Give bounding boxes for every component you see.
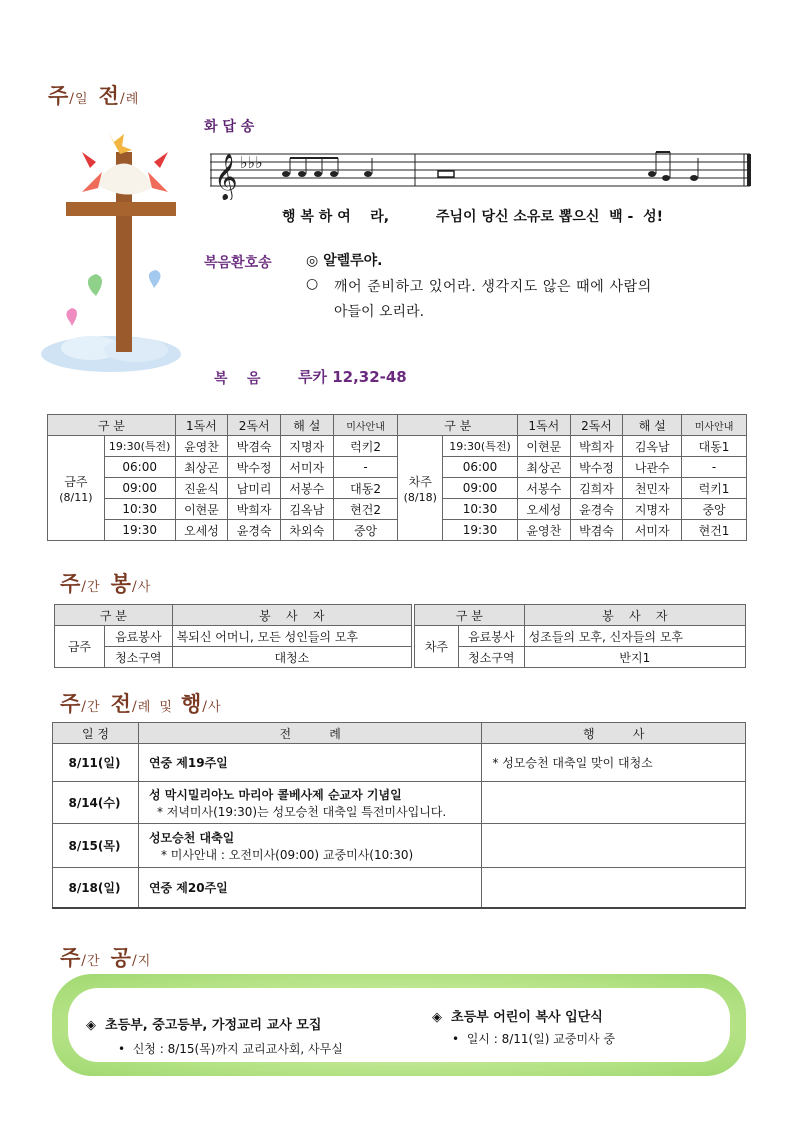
cell: 서미자: [623, 520, 682, 541]
cell: 차외숙: [280, 520, 333, 541]
cell: 성모승천 대축일 * 미사안내 : 오전미사(09:00) 교중미사(10:30): [138, 824, 481, 868]
cell: 06:00: [443, 457, 518, 478]
header-gubun-right: 구 분: [398, 415, 518, 436]
readers-header-row: [48, 415, 747, 436]
header-guide-right: 미사안내: [682, 415, 747, 436]
verse-line-1: 깨어 준비하고 있어라. 생각지도 않은 때에 사람의: [334, 279, 652, 295]
cell: 8/18(일): [53, 868, 139, 908]
cell: 지명자: [280, 436, 333, 457]
notice-right-title: ◈ 초등부 어린이 복사 입단식: [432, 1010, 603, 1025]
header-commentary-right: 해 설: [623, 415, 682, 436]
notice-left-detail: • 신청 : 8/15(목)까지 교리교사회, 사무실: [118, 1042, 343, 1056]
cell: 음료봉사: [104, 626, 172, 647]
cell: 청소구역: [104, 647, 172, 668]
alleluia-line: ◎ 알렐루야.: [306, 253, 383, 269]
section-title-schedule: 주/간 전/례 및 행/사: [60, 691, 221, 716]
readers-table: [47, 414, 747, 541]
cell: 서봉수: [517, 478, 570, 499]
cell: 복되신 어머니, 모든 성인들의 모후: [172, 626, 411, 647]
cell: 현건1: [682, 520, 747, 541]
table-row: [48, 478, 747, 499]
cell: -: [333, 457, 398, 478]
cell: 박겸숙: [570, 520, 623, 541]
cell: 19:30: [104, 520, 175, 541]
service-header-people: 봉 사 자: [524, 605, 745, 626]
header-reading2-right: 2독서: [570, 415, 623, 436]
header-reading2-left: 2독서: [228, 415, 281, 436]
gospel-label: 복 음: [214, 371, 261, 387]
cell: 09:00: [104, 478, 175, 499]
cell: 럭키1: [682, 478, 747, 499]
table-row: [53, 744, 746, 782]
service-table-next-week: [414, 604, 746, 668]
cell: 김희자: [570, 478, 623, 499]
cell: 현건2: [333, 499, 398, 520]
cell: 중앙: [333, 520, 398, 541]
cell: 10:30: [443, 499, 518, 520]
cell: 나관수: [623, 457, 682, 478]
table-row: [48, 436, 747, 457]
svg-text:𝄞: 𝄞: [214, 154, 238, 200]
svg-text:♭♭♭: ♭♭♭: [240, 153, 263, 172]
header-guide-left: 미사안내: [333, 415, 398, 436]
cell: 럭키2: [333, 436, 398, 457]
gospel-acclamation-label: 복음환호송: [204, 255, 272, 271]
cell: 06:00: [104, 457, 175, 478]
schedule-header-date: 일 정: [53, 723, 139, 744]
header-gubun-left: 구 분: [48, 415, 176, 436]
header-reading1-left: 1독서: [175, 415, 228, 436]
psalm-label: 화 답 송: [204, 119, 255, 135]
cell: 8/15(목): [53, 824, 139, 868]
cell: 대동2: [333, 478, 398, 499]
cell: [482, 868, 746, 908]
cell: 8/14(수): [53, 782, 139, 824]
schedule-header-event: 행 사: [482, 723, 746, 744]
verse-line-2: 아들이 오리라.: [334, 304, 425, 320]
cell: 19:30(특전): [104, 436, 175, 457]
cell: 김옥남: [623, 436, 682, 457]
psalm-lyrics-left: 행 복 하 여 라,: [282, 209, 390, 225]
music-staff: [210, 144, 754, 200]
table-row: [48, 457, 747, 478]
cell: 성 막시밀리아노 마리아 콜베사제 순교자 기념일 * 저녁미사(19:30)는 성모승천 대축일 특전미사입니다.: [138, 782, 481, 824]
cell: 진윤식: [175, 478, 228, 499]
cell: 10:30: [104, 499, 175, 520]
table-row: [48, 499, 747, 520]
cell: 윤영찬: [517, 520, 570, 541]
service-header-people: 봉 사 자: [172, 605, 411, 626]
service-table-this-week: [54, 604, 412, 668]
header-reading1-right: 1독서: [517, 415, 570, 436]
cell: 서미자: [280, 457, 333, 478]
table-row: [53, 782, 746, 824]
cell: 청소구역: [458, 647, 524, 668]
cell: 반지1: [524, 647, 745, 668]
service-header-gubun: 구 분: [415, 605, 525, 626]
group-next-week: 차주 (8/18): [398, 436, 443, 541]
cell: 박희자: [570, 436, 623, 457]
cell: 연중 제20주일: [138, 868, 481, 908]
cell: 박겸숙: [228, 436, 281, 457]
cell: 서봉수: [280, 478, 333, 499]
cell: 대동1: [682, 436, 747, 457]
gospel-reference: 루카 12,32-48: [298, 368, 407, 386]
header-commentary-left: 해 설: [280, 415, 333, 436]
group-this-week: 금주 (8/11): [48, 436, 105, 541]
psalm-lyrics-right: 주님이 당신 소유로 뽑으신 백 - 성!: [436, 209, 663, 225]
cell: 지명자: [623, 499, 682, 520]
cross-illustration: [36, 112, 186, 374]
cell: 천민자: [623, 478, 682, 499]
section-title-service: 주/간 봉/사: [60, 571, 151, 596]
notice-right-detail: • 일시 : 8/11(일) 교중미사 중: [452, 1032, 616, 1046]
cell: 19:30: [443, 520, 518, 541]
cell: [482, 824, 746, 868]
cell: 남미리: [228, 478, 281, 499]
cell: 오세성: [517, 499, 570, 520]
cell: 09:00: [443, 478, 518, 499]
cell: [482, 782, 746, 824]
cell: 중앙: [682, 499, 747, 520]
cell: 윤경숙: [228, 520, 281, 541]
cell: 오세성: [175, 520, 228, 541]
cell: 윤경숙: [570, 499, 623, 520]
service-header-gubun: 구 분: [55, 605, 173, 626]
table-row: [53, 868, 746, 908]
section-title-notices: 주/간 공/지: [60, 945, 151, 970]
schedule-header-liturgy: 전 례: [138, 723, 481, 744]
cell: 8/11(일): [53, 744, 139, 782]
table-row: [53, 824, 746, 868]
cell: 박수정: [228, 457, 281, 478]
cell: 박수정: [570, 457, 623, 478]
cell: -: [682, 457, 747, 478]
cell: 박희자: [228, 499, 281, 520]
cell: 최상곤: [517, 457, 570, 478]
service-group-next-week: 차주: [415, 626, 459, 668]
notice-left-title: ◈ 초등부, 중고등부, 가정교리 교사 모집: [86, 1018, 322, 1033]
cell: 음료봉사: [458, 626, 524, 647]
cell: 19:30(특전): [443, 436, 518, 457]
cell: 이현문: [175, 499, 228, 520]
section-title-liturgy: 주/일 전/례: [48, 83, 139, 108]
cell: 성조들의 모후, 신자들의 모후: [524, 626, 745, 647]
schedule-table: [52, 722, 746, 909]
cell: 대청소: [172, 647, 411, 668]
verse-mark: ○: [306, 276, 319, 292]
cell: * 성모승천 대축일 맞이 대청소: [482, 744, 746, 782]
service-group-this-week: 금주: [55, 626, 105, 668]
cell: 윤영찬: [175, 436, 228, 457]
cell: 이현문: [517, 436, 570, 457]
cell: 최상곤: [175, 457, 228, 478]
table-row: [48, 520, 747, 541]
cell: 연중 제19주일: [138, 744, 481, 782]
cell: 김옥남: [280, 499, 333, 520]
